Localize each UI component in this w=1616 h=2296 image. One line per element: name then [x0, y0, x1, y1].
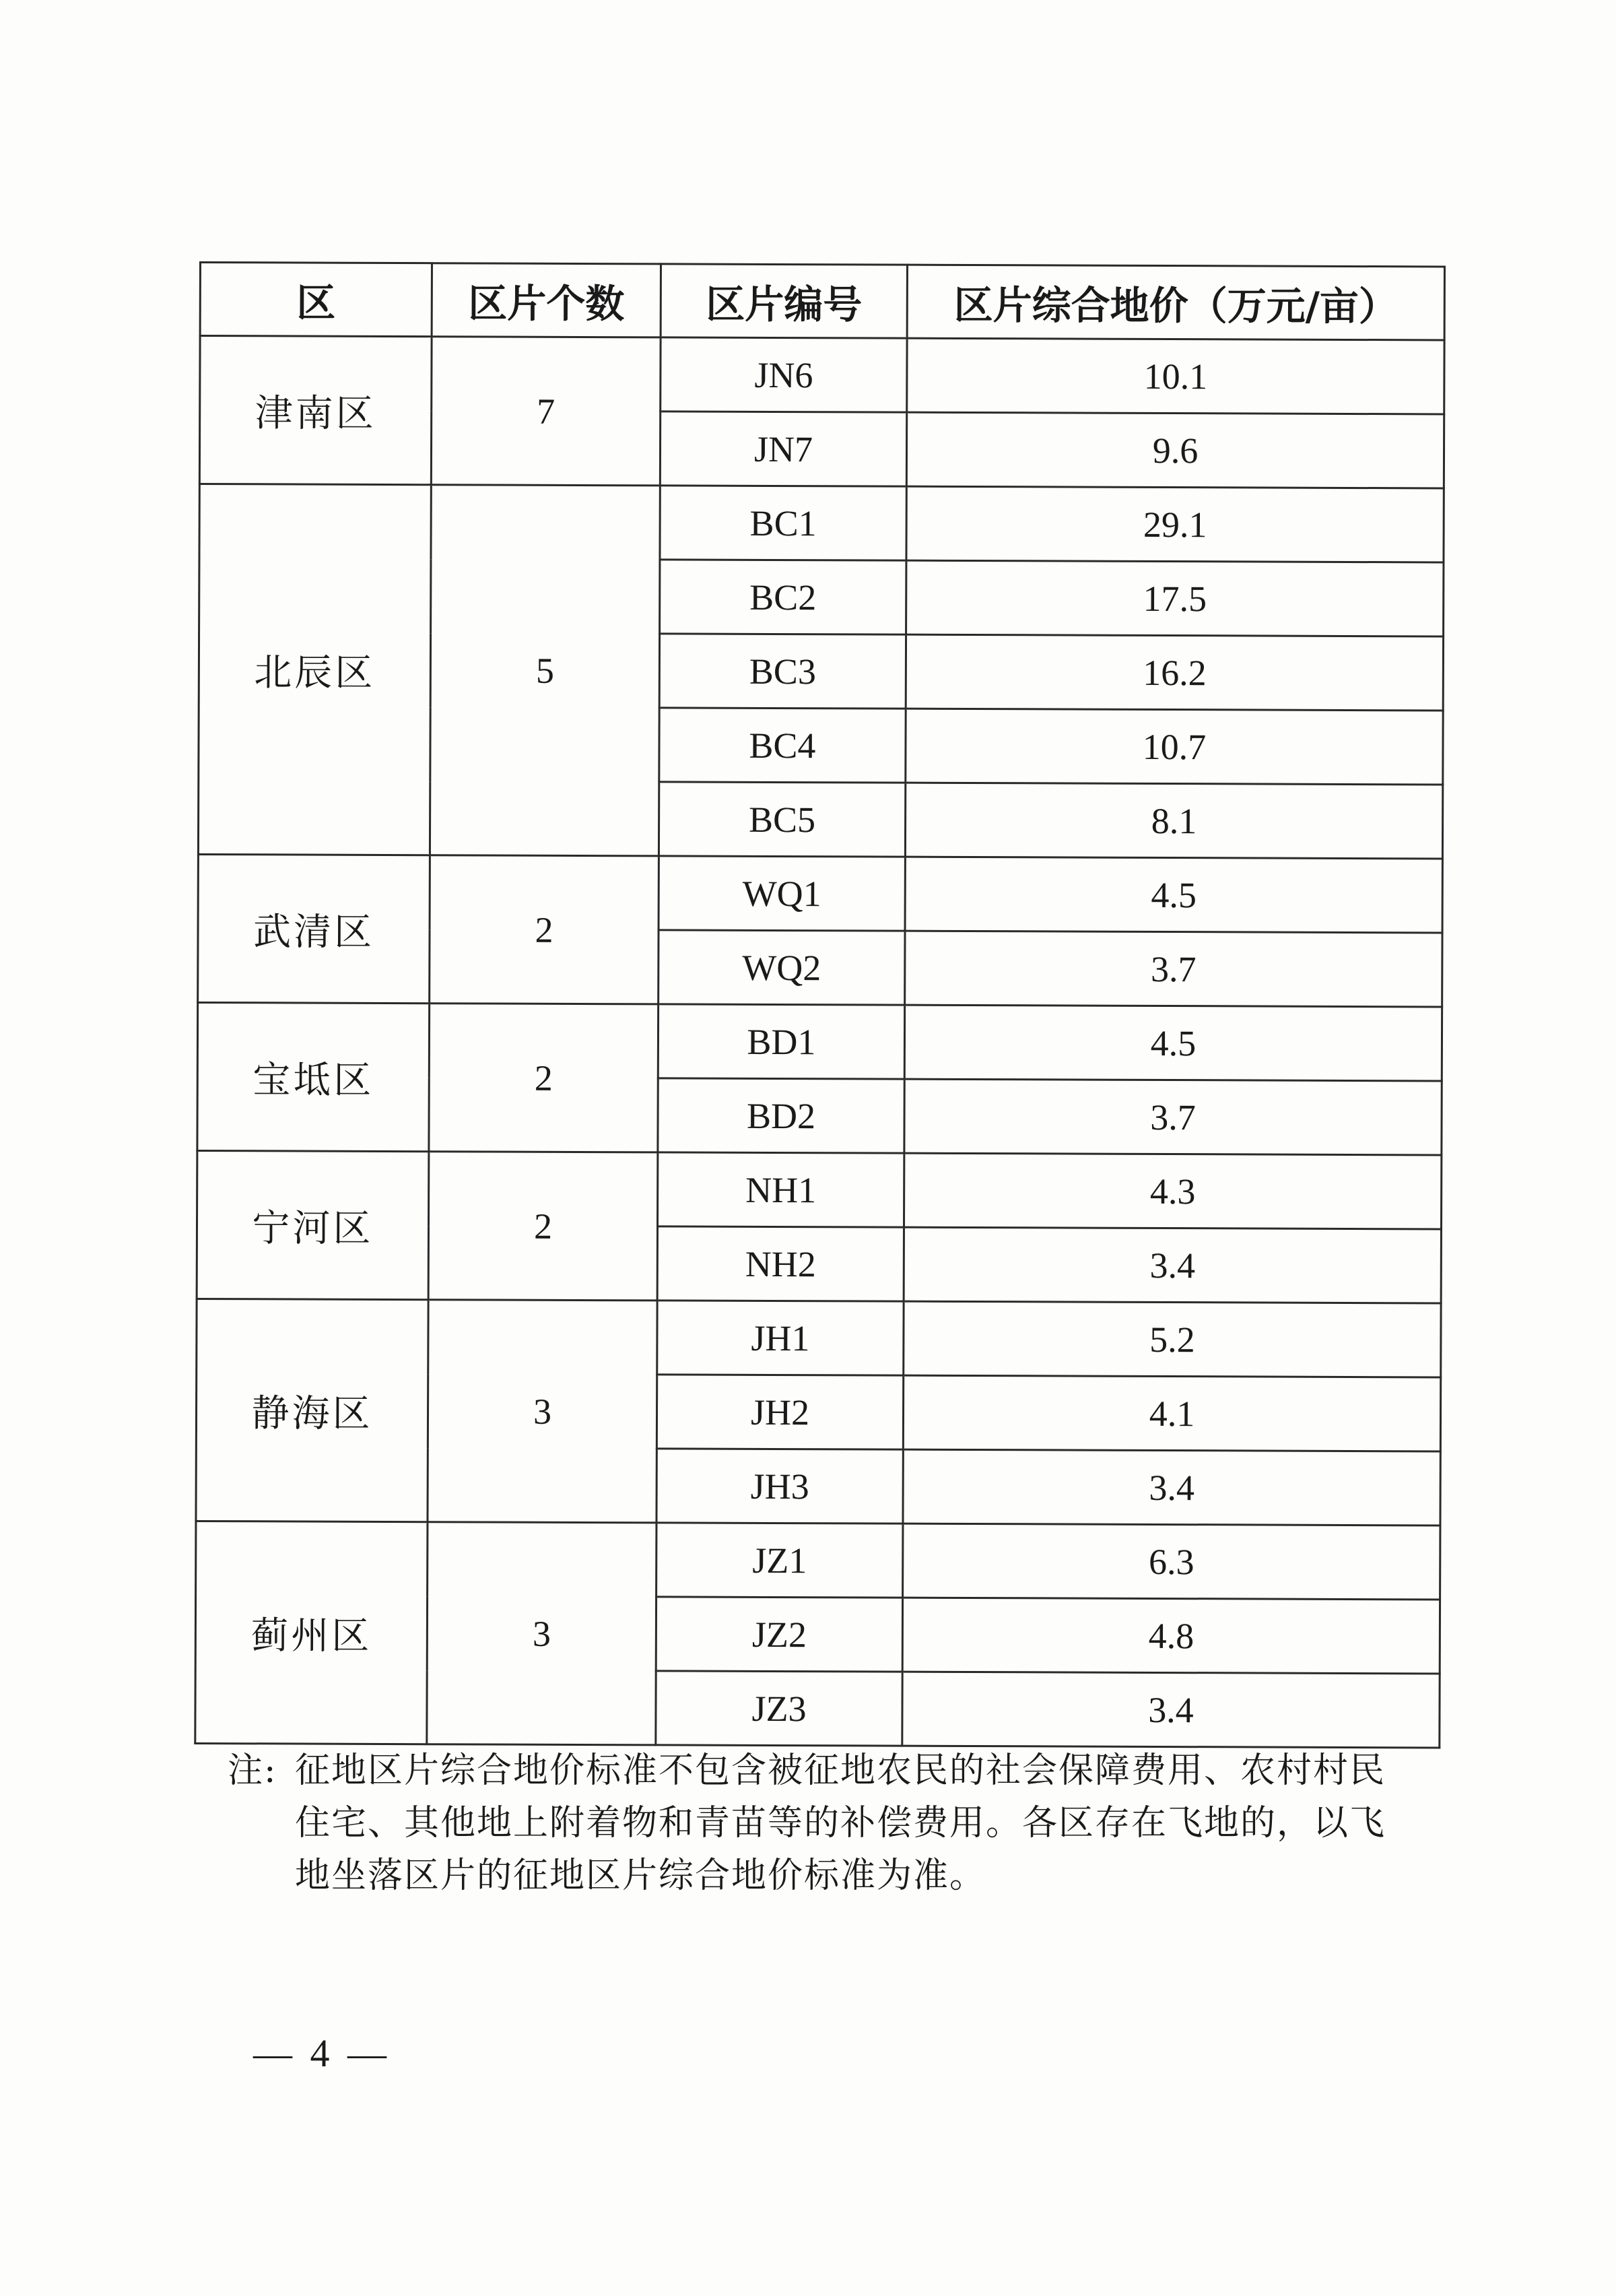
price-cell: 9.6: [906, 412, 1444, 488]
table-row: [199, 484, 1444, 562]
table-body: [195, 336, 1444, 1748]
page-number: — 4 —: [253, 2031, 391, 2075]
code-cell: NH1: [658, 1152, 904, 1227]
table-row: [198, 854, 1442, 932]
table-row: [200, 336, 1444, 414]
code-cell: JN6: [661, 337, 907, 412]
footnote-text: 征地区片综合地价标准不包含被征地农民的社会保障费用、农村村民 住宅、其他地上附着物和青苗等的补偿费用。各区存在飞地的，以飞 地坐落区片的征地区片综合地价标准为准。: [295, 1750, 1386, 1896]
code-cell: JN7: [660, 412, 906, 486]
price-cell: 3.4: [902, 1672, 1440, 1748]
district-cell: 静海区: [196, 1299, 428, 1521]
code-cell: NH2: [657, 1226, 904, 1301]
code-cell: BC2: [660, 560, 906, 634]
land-price-table: [194, 261, 1446, 1748]
footnote: [228, 1744, 1440, 1902]
count-cell: 3: [427, 1522, 656, 1745]
table-header-row: [200, 263, 1444, 340]
table-row: [197, 1150, 1442, 1228]
code-cell: JZ3: [656, 1671, 902, 1746]
code-cell: BC3: [659, 634, 906, 709]
table-row: [197, 1002, 1442, 1080]
price-cell: 16.2: [906, 634, 1443, 711]
header-count: 区片个数: [432, 263, 661, 337]
count-cell: 2: [429, 1004, 659, 1152]
price-cell: 4.1: [903, 1375, 1440, 1451]
table-row: [196, 1521, 1440, 1599]
price-cell: 3.7: [904, 1079, 1442, 1155]
price-cell: 10.1: [907, 338, 1444, 414]
count-cell: 7: [431, 337, 661, 486]
code-cell: JH1: [657, 1301, 904, 1375]
header-code: 区片编号: [661, 264, 907, 338]
code-cell: BD1: [658, 1004, 904, 1079]
price-cell: 4.5: [904, 1005, 1442, 1081]
price-cell: 10.7: [906, 709, 1443, 785]
count-cell: 2: [428, 1152, 658, 1301]
table-row: [197, 1299, 1441, 1377]
district-cell: 宁河区: [197, 1150, 429, 1299]
code-cell: JH3: [656, 1449, 903, 1523]
code-cell: BC1: [660, 486, 906, 560]
header-price: 区片综合地价（万元/亩）: [907, 265, 1444, 340]
code-cell: JZ2: [656, 1597, 902, 1672]
district-cell: 宝坻区: [197, 1002, 430, 1151]
price-cell: 5.2: [904, 1301, 1441, 1377]
district-cell: 津南区: [199, 336, 432, 485]
count-cell: 2: [430, 855, 659, 1004]
price-cell: 17.5: [906, 560, 1444, 636]
district-cell: 武清区: [198, 854, 430, 1003]
code-cell: WQ1: [659, 856, 905, 931]
price-cell: 3.7: [905, 931, 1442, 1007]
price-cell: 8.1: [905, 783, 1442, 859]
footnote-label: 注:: [228, 1750, 277, 1791]
price-cell: 4.8: [902, 1598, 1440, 1674]
district-cell: 北辰区: [198, 484, 431, 855]
price-cell: 4.3: [904, 1153, 1442, 1229]
header-district: 区: [200, 263, 432, 337]
code-cell: BC4: [659, 708, 906, 783]
price-cell: 29.1: [906, 486, 1444, 562]
count-cell: 3: [428, 1300, 657, 1523]
code-cell: JH2: [656, 1375, 903, 1449]
price-cell: 4.5: [905, 857, 1442, 933]
price-cell: 6.3: [903, 1523, 1440, 1600]
code-cell: BD2: [658, 1078, 904, 1153]
code-cell: JZ1: [656, 1523, 903, 1598]
district-cell: 蓟州区: [195, 1521, 428, 1744]
price-cell: 3.4: [904, 1227, 1441, 1303]
count-cell: 5: [430, 485, 660, 856]
code-cell: WQ2: [659, 930, 905, 1005]
price-cell: 3.4: [903, 1449, 1440, 1526]
code-cell: BC5: [659, 782, 905, 857]
